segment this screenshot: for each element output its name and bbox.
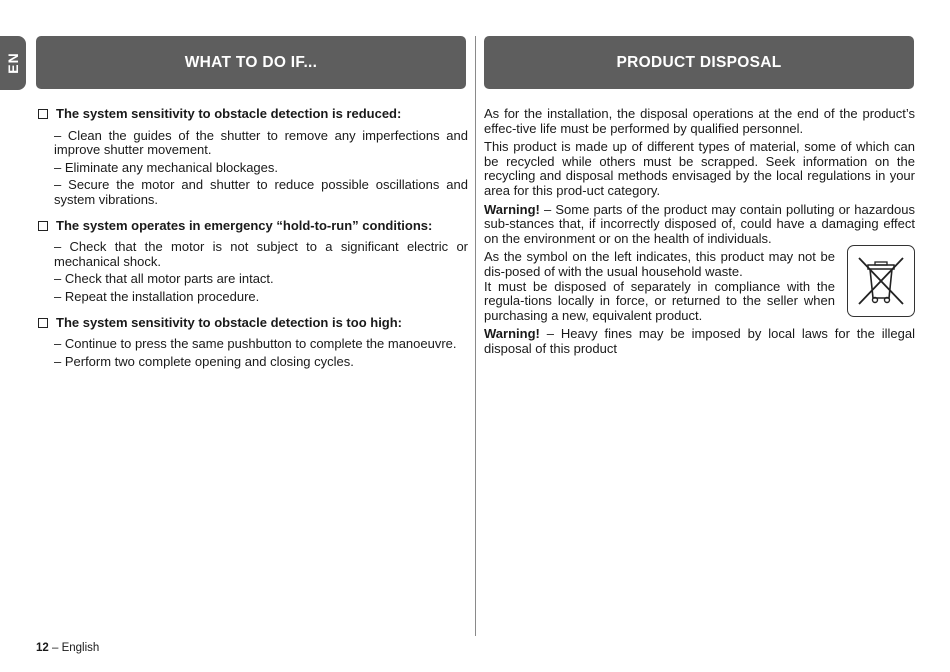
answer-line: – Check that all motor parts are intact. (54, 271, 274, 287)
what-to-do-if-title: WHAT TO DO IF... (184, 53, 318, 71)
crossed-out-wheelie-bin-icon (847, 245, 915, 317)
checkbox-bullet-icon (38, 221, 48, 231)
weee-text (484, 250, 835, 323)
warning-text: – Some parts of the product may contain polluting or hazardous sub-stances that, if incorrectly disposed of, could have a damaging effect on the environment or on the health of individuals. (484, 201, 915, 246)
troubleshooting-item (36, 107, 468, 208)
column-divider (475, 36, 476, 636)
checkbox-bullet-icon (38, 318, 48, 328)
product-disposal-header (484, 36, 914, 89)
warning-label: Warning! (484, 201, 540, 217)
answer-line: – Repeat the installation procedure. (54, 288, 260, 304)
troubleshooting-question (36, 107, 468, 122)
answer-line: – Clean the guides of the shutter to remove any imperfections and improve shutter movement. (54, 127, 468, 158)
disposal-fines-paragraph (484, 327, 915, 356)
weee-paragraph-2: It must be disposed of separately in compliance with the regula-tions locally in force, or returned to the seller when purchasing a new, equivalent product. (484, 278, 835, 323)
question-text: The system sensitivity to obstacle detection is too high: (56, 314, 403, 330)
language-label: EN (5, 52, 21, 74)
answer-line: – Continue to press the same pushbutton to complete the manoeuvre. (54, 336, 457, 352)
disposal-paragraph-2: This product is made up of different types of material, some of which can be recycled while others must be scrapped. Seek information on the recycling and disposal methods envisaged by the local regulations in your area for this prod-uct category. (484, 139, 915, 198)
troubleshooting-column (36, 107, 468, 369)
product-disposal-title: PRODUCT DISPOSAL (616, 53, 782, 71)
troubleshooting-question (36, 316, 468, 331)
answer-line: – Secure the motor and shutter to reduce possible oscillations and system vibrations. (54, 177, 468, 207)
warning-label: Warning! (484, 326, 540, 342)
troubleshooting-item (36, 316, 468, 370)
what-to-do-if-header (36, 36, 466, 89)
troubleshooting-question (36, 219, 468, 234)
fines-text: – Heavy fines may be imposed by local laws for the illegal disposal of this product (484, 326, 915, 356)
answer-line: – Check that the motor is not subject to a significant electric or mechanical shock. (54, 239, 468, 269)
question-text: The system operates in emergency “hold-to-run” conditions: (56, 217, 433, 233)
answer-line: – Eliminate any mechanical blockages. (54, 159, 279, 175)
footer-language: – English (48, 642, 100, 654)
language-tab (0, 36, 26, 90)
checkbox-bullet-icon (38, 109, 48, 119)
page-footer (36, 642, 99, 654)
page-number: 12 (36, 642, 49, 654)
disposal-paragraph-1: As for the installation, the disposal operations at the end of the product’s effec-tive life must be performed by qualified personnel. (484, 106, 915, 136)
answer-line: – Perform two complete opening and closing cycles. (54, 353, 354, 369)
disposal-warning-paragraph (484, 203, 915, 247)
weee-section (484, 250, 915, 323)
weee-paragraph-1: As the symbol on the left indicates, this product may not be dis-posed of with the usual household waste. (484, 249, 835, 279)
question-text: The system sensitivity to obstacle detection is reduced: (56, 106, 402, 121)
troubleshooting-item (36, 219, 468, 305)
disposal-column (484, 107, 915, 357)
